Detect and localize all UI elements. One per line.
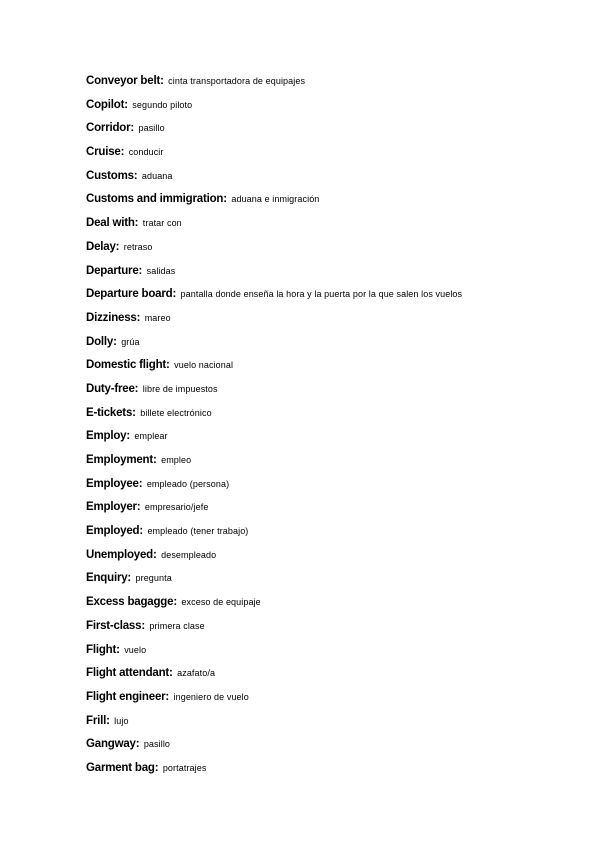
glossary-term: Gangway: xyxy=(86,738,140,751)
glossary-term: Delay: xyxy=(86,240,120,253)
glossary-term: Frill: xyxy=(86,714,110,727)
glossary-entry xyxy=(86,405,586,429)
glossary-term: Conveyor belt: xyxy=(86,75,164,87)
glossary-definition: emplear xyxy=(134,431,168,442)
glossary-term: Copilot: xyxy=(86,98,128,111)
glossary-entry xyxy=(86,286,586,310)
glossary-term: Customs: xyxy=(86,169,138,182)
glossary-definition: libre de impuestos xyxy=(142,383,218,394)
glossary-definition: pregunta xyxy=(135,573,172,584)
glossary-definition: empleo xyxy=(161,455,192,465)
glossary-entry xyxy=(86,263,586,287)
glossary-term: Unemployed: xyxy=(86,548,157,561)
glossary-definition: retraso xyxy=(123,241,153,252)
glossary-term: Garment bag: xyxy=(86,761,159,774)
glossary-entry xyxy=(86,381,586,405)
glossary-definition: pasillo xyxy=(143,739,171,750)
glossary-definition: empleado (tener trabajo) xyxy=(147,526,249,537)
glossary-definition: pasillo xyxy=(138,123,165,134)
glossary-entry xyxy=(86,594,586,618)
glossary-definition: aduana e inmigración xyxy=(231,194,320,205)
glossary-entry xyxy=(86,570,586,594)
glossary-entry xyxy=(86,73,586,97)
glossary-definition: empleado (persona) xyxy=(146,478,230,489)
glossary-definition: segundo piloto xyxy=(132,99,193,110)
glossary-term: Dizziness: xyxy=(86,311,141,324)
glossary-entry xyxy=(86,713,586,737)
glossary-term: Cruise: xyxy=(86,146,125,159)
glossary-term: Deal with: xyxy=(86,217,139,230)
glossary-definition: desempleado xyxy=(161,549,217,560)
glossary-term: Flight engineer: xyxy=(86,690,170,703)
glossary-term: Dolly: xyxy=(86,335,117,348)
glossary-definition: grúa xyxy=(121,336,140,347)
glossary-entry xyxy=(86,760,586,784)
glossary-definition: salidas xyxy=(146,265,176,276)
glossary-definition: exceso de equipaje xyxy=(181,597,261,608)
glossary-definition: lujo xyxy=(114,715,129,726)
glossary-entry xyxy=(86,689,586,713)
glossary-entry xyxy=(86,428,586,452)
glossary-term: Employed: xyxy=(86,525,143,538)
glossary-term: Employer: xyxy=(86,501,141,514)
glossary-definition: aduana xyxy=(141,170,173,181)
glossary-term: Employee: xyxy=(86,477,143,490)
glossary-entry xyxy=(86,97,586,121)
glossary-term: E-tickets: xyxy=(86,406,136,419)
glossary-term: Flight attendant: xyxy=(86,667,173,680)
glossary-definition: primera clase xyxy=(149,620,205,631)
glossary-term: Departure board: xyxy=(86,288,177,301)
glossary-term: Customs and immigration: xyxy=(86,193,227,206)
glossary-definition: cinta transportadora de equipajes xyxy=(168,76,306,86)
glossary-definition: vuelo nacional xyxy=(174,360,234,371)
glossary-definition: billete electrónico xyxy=(140,407,212,418)
glossary-entry xyxy=(86,736,586,760)
glossary-term: Employment: xyxy=(86,454,157,466)
glossary-entry xyxy=(86,334,586,358)
glossary-entry xyxy=(86,476,586,500)
glossary-entry xyxy=(86,523,586,547)
glossary-term: First-class: xyxy=(86,619,145,632)
glossary-entry xyxy=(86,144,586,168)
glossary-entry xyxy=(86,357,586,381)
glossary-definition: ingeniero de vuelo xyxy=(173,691,249,702)
glossary-entry xyxy=(86,120,586,144)
glossary-definition: pantalla donde enseña la hora y la puerta por la que salen los vuelos xyxy=(180,289,463,300)
glossary-term: Flight: xyxy=(86,643,120,656)
glossary-entry xyxy=(86,452,586,476)
glossary-term: Duty-free: xyxy=(86,382,139,395)
glossary-definition: azafato/a xyxy=(177,668,216,679)
glossary-entry xyxy=(86,310,586,334)
glossary-entry xyxy=(86,191,586,215)
glossary-entry xyxy=(86,499,586,523)
glossary-entry xyxy=(86,547,586,571)
glossary-definition: empresario/jefe xyxy=(144,502,209,513)
glossary-entry xyxy=(86,618,586,642)
glossary-entry xyxy=(86,239,586,263)
glossary-definition: vuelo xyxy=(124,644,147,655)
glossary-entry xyxy=(86,642,586,666)
glossary-definition: conducir xyxy=(128,147,164,158)
glossary-definition: portatrajes xyxy=(162,762,207,773)
glossary-term: Enquiry: xyxy=(86,572,132,585)
glossary-entry xyxy=(86,168,586,192)
glossary-definition: mareo xyxy=(144,312,171,323)
glossary-term: Excess bagagge: xyxy=(86,596,177,609)
glossary-term: Departure: xyxy=(86,264,143,277)
glossary-term: Corridor: xyxy=(86,122,135,135)
glossary-entry xyxy=(86,215,586,239)
glossary-list xyxy=(86,73,586,784)
glossary-term: Domestic flight: xyxy=(86,359,170,372)
glossary-definition: tratar con xyxy=(142,218,182,229)
glossary-term: Employ: xyxy=(86,430,130,443)
glossary-entry xyxy=(86,665,586,689)
